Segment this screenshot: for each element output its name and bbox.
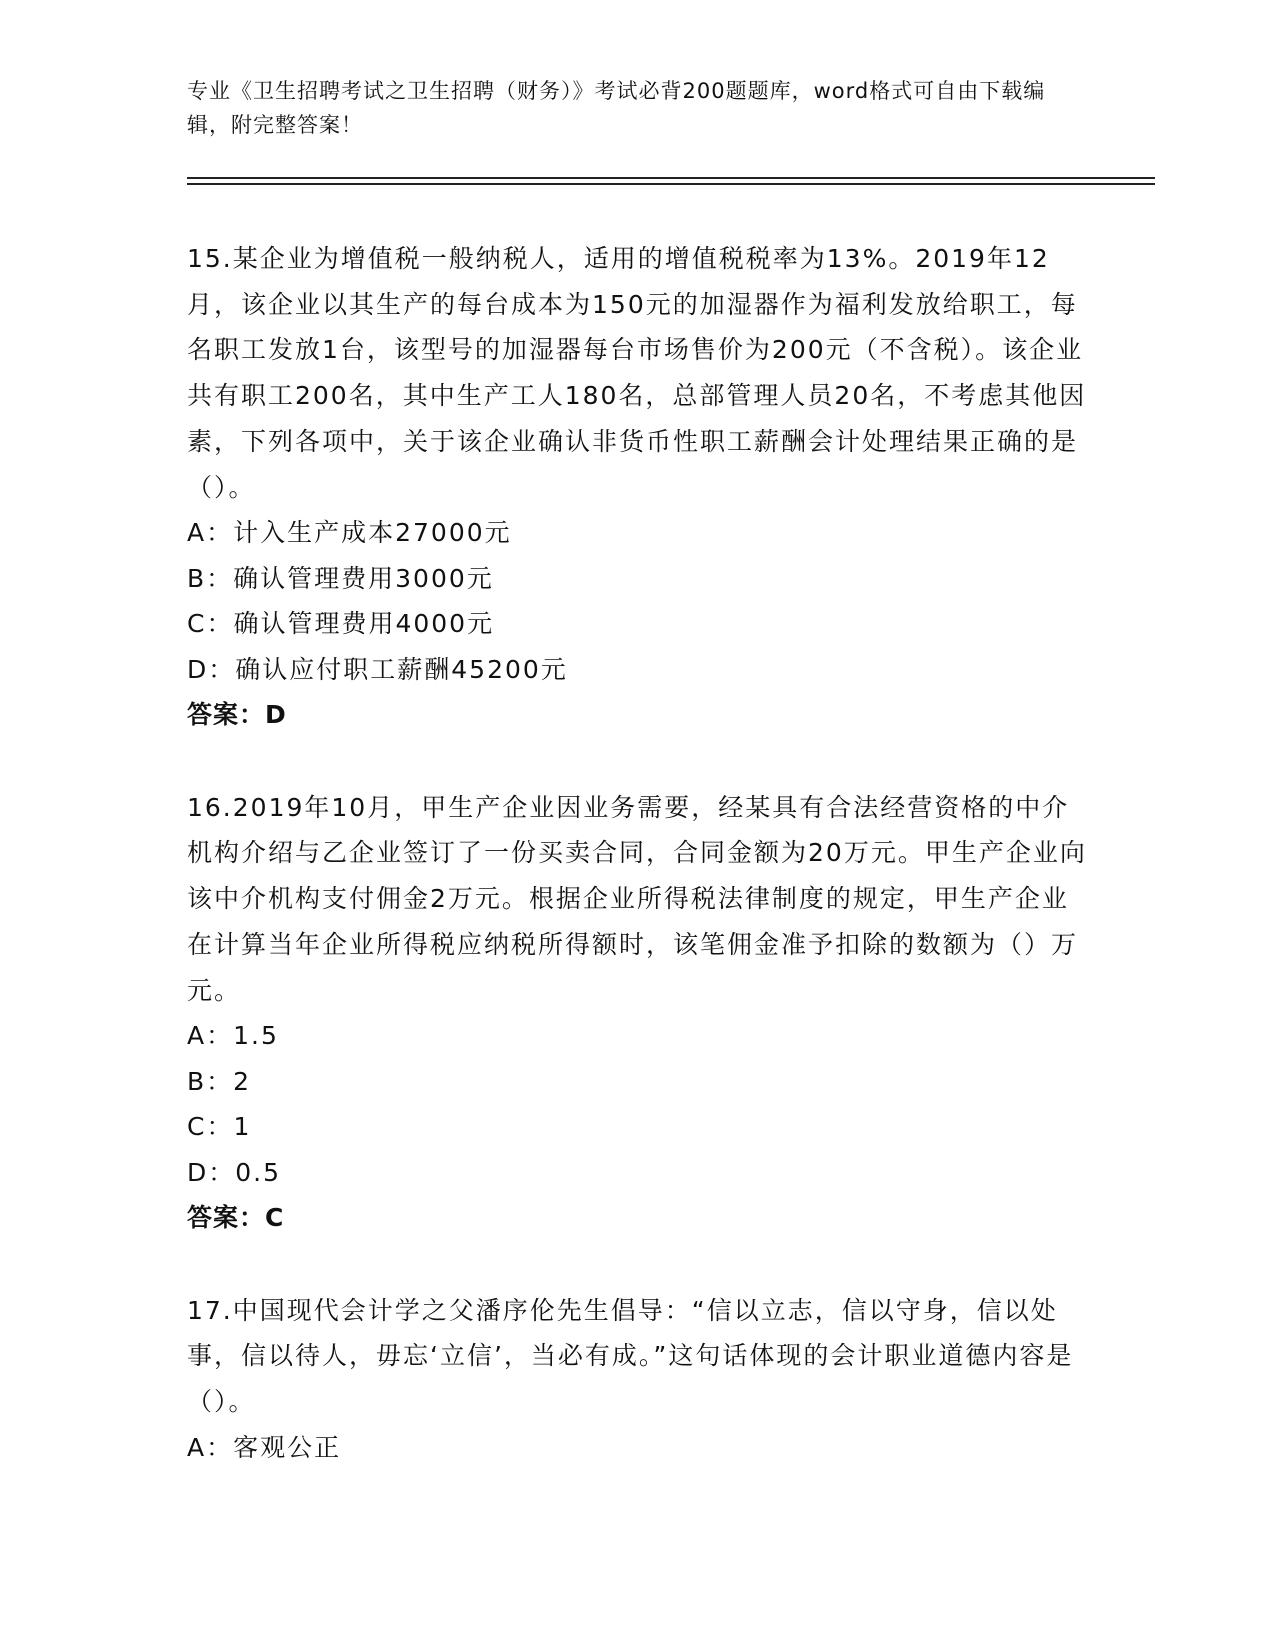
option-b: B：2 xyxy=(187,1066,252,1096)
option-d: D：0.5 xyxy=(187,1157,282,1187)
question-15 xyxy=(187,236,1087,738)
option-c: C：确认管理费用4000元 xyxy=(187,609,495,639)
option-c: C：1 xyxy=(187,1112,252,1142)
option-b: B：确认管理费用3000元 xyxy=(187,563,494,593)
option-a: A：计入生产成本27000元 xyxy=(187,518,512,548)
question-stem: 15.某企业为增值税一般纳税人，适用的增值税税率为13%。2019年12月，该企业以其生产的每台成本为150元的加湿器作为福利发放给职工，每名职工发放1台，该型号的加湿器每台市场售价为200元（不含税）。该企业共有职工200名，其中生产工人180名，总部管理人员20名，不考虑其他因素，下列各项中，关于该企业确认非货币性职工薪酬会计处理结果正确的是（）。 xyxy=(187,244,1087,502)
question-16 xyxy=(187,785,1087,1241)
header-divider-top xyxy=(187,177,1155,179)
option-a: A：客观公正 xyxy=(187,1432,342,1462)
header-divider-bottom xyxy=(187,183,1155,185)
question-list xyxy=(187,236,1087,1517)
question-17 xyxy=(187,1288,1087,1471)
question-stem: 17.中国现代会计学之父潘序伦先生倡导：“信以立志，信以守身，信以处事，信以待人，毋忘‘立信’，当必有成。”这句话体现的会计职业道德内容是（）。 xyxy=(187,1295,1074,1417)
answer-label: 答案：D xyxy=(187,700,287,730)
option-d: D：确认应付职工薪酬45200元 xyxy=(187,654,568,684)
answer-label: 答案：C xyxy=(187,1203,285,1233)
question-stem: 16.2019年10月，甲生产企业因业务需要，经某具有合法经营资格的中介机构介绍与乙企业签订了一份买卖合同，合同金额为20万元。甲生产企业向该中介机构支付佣金2万元。根据企业所得税法律制度的规定，甲生产企业在计算当年企业所得税应纳税所得额时，该笔佣金准予扣除的数额为（）万元。 xyxy=(187,792,1087,1005)
option-a: A：1.5 xyxy=(187,1021,279,1051)
document-header: 专业《卫生招聘考试之卫生招聘（财务）》考试必背200题题库，word格式可自由下载编辑，附完整答案！ xyxy=(187,79,1046,137)
